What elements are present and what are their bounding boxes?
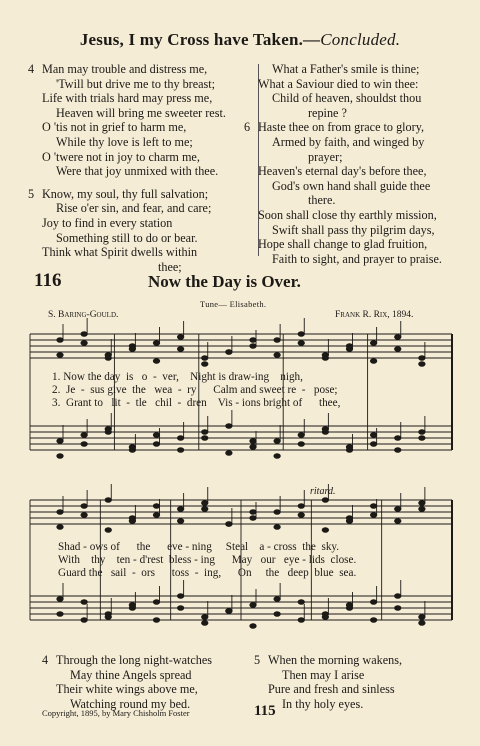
bass-note xyxy=(81,433,87,438)
bass-note xyxy=(419,430,425,435)
verse-line: prayer; xyxy=(308,149,343,164)
treble-note xyxy=(274,525,280,530)
verse-line: Rise o'er sin, and fear, and care; xyxy=(56,201,212,216)
bass-note xyxy=(370,442,376,447)
verse-line: Swift shall pass thy pilgrim days, xyxy=(272,222,435,237)
verse-line: What a Father's smile is thine; xyxy=(272,62,420,76)
bass-note xyxy=(81,442,87,447)
treble-note xyxy=(370,513,376,518)
treble-note xyxy=(322,356,328,361)
bass-note xyxy=(346,603,352,608)
bass-note xyxy=(57,597,63,602)
verse-line: God's own hand shall guide thee xyxy=(272,178,431,193)
treble-note xyxy=(250,344,256,349)
treble-note xyxy=(395,335,401,340)
bass-note xyxy=(202,621,208,626)
bass-note xyxy=(322,615,328,620)
treble-note xyxy=(346,344,352,349)
verse-line: Heaven's eternal day's before thee, xyxy=(258,164,427,179)
bass-note xyxy=(298,442,304,447)
verse-line: Watching round my bed. xyxy=(70,696,191,711)
treble-note xyxy=(202,356,208,361)
bass-note xyxy=(274,597,280,602)
treble-note xyxy=(419,356,425,361)
treble-note xyxy=(322,528,328,533)
bass-note xyxy=(370,618,376,623)
bass-note xyxy=(81,600,87,605)
bass-note xyxy=(419,436,425,441)
treble-note xyxy=(226,522,232,527)
bass-note xyxy=(202,430,208,435)
verse-line: Joy to find in every station xyxy=(42,215,173,230)
verse-line: Were that joy unmixed with thee. xyxy=(56,164,219,179)
bass-note xyxy=(395,594,401,599)
treble-note xyxy=(81,504,87,509)
bass-note xyxy=(153,442,159,447)
bass-note xyxy=(105,430,111,435)
hymn-number: 116 xyxy=(34,270,62,291)
verse-line: thee; xyxy=(158,259,182,274)
bass-note xyxy=(250,445,256,450)
bass-note xyxy=(226,424,232,429)
bass-note xyxy=(177,436,183,441)
verse-line: 6 Haste thee on from grace to glory, xyxy=(244,120,425,135)
treble-note xyxy=(395,347,401,352)
verse-line: O 'tis not in grief to harm me, xyxy=(42,120,187,135)
later-verses-left xyxy=(42,653,212,711)
bass-note xyxy=(57,612,63,617)
bass-note xyxy=(346,445,352,450)
treble-note xyxy=(153,341,159,346)
bass-note xyxy=(274,454,280,459)
verse-line: Hope shall change to glad fruition, xyxy=(258,237,428,252)
treble-note xyxy=(370,359,376,364)
bass-note xyxy=(298,600,304,605)
treble-note xyxy=(202,362,208,367)
bass-note xyxy=(129,603,135,608)
treble-note xyxy=(370,504,376,509)
bass-note xyxy=(419,615,425,620)
verse-line: Faith to sight, and prayer to praise. xyxy=(272,251,442,266)
bass-note xyxy=(274,612,280,617)
treble-note xyxy=(81,341,87,346)
treble-note xyxy=(346,516,352,521)
verse-line: Their white wings above me, xyxy=(56,682,198,697)
bass-note xyxy=(250,624,256,629)
treble-note xyxy=(177,507,183,512)
lyric-verse-2: 2. Je - sus give the wea - ry Calm and sweet re - pose; xyxy=(52,384,338,396)
tempo-mark: ritard. xyxy=(310,486,336,497)
treble-note xyxy=(419,501,425,506)
bass-note xyxy=(395,436,401,441)
bass-note xyxy=(177,448,183,453)
verse-line: 5 When the morning wakens, xyxy=(254,653,403,667)
bass-note xyxy=(202,615,208,620)
bass-note xyxy=(177,594,183,599)
treble-note xyxy=(298,341,304,346)
verse-line: Soon shall close thy earthly mission, xyxy=(258,207,437,222)
bass-note xyxy=(226,609,232,614)
lyric-verse-2: With thy ten - d'rest bless - ing May our eye - lids close. xyxy=(58,554,357,566)
bass-note xyxy=(419,621,425,626)
treble-note xyxy=(419,507,425,512)
composer-credit: Frank R. Rix, 1894. xyxy=(335,310,414,320)
treble-note xyxy=(274,510,280,515)
treble-note xyxy=(105,356,111,361)
bass-note xyxy=(153,600,159,605)
treble-note xyxy=(57,510,63,515)
treble-note xyxy=(250,516,256,521)
bass-note xyxy=(153,618,159,623)
treble-note xyxy=(129,344,135,349)
verse-line: In thy holy eyes. xyxy=(282,696,364,711)
tune-name: Tune— Elisabeth. xyxy=(200,299,267,309)
treble-note xyxy=(274,353,280,358)
verse-line: O 'twere not in joy to charm me, xyxy=(42,149,200,164)
lyric-verse-1: 1. Now the day is o - ver, Night is draw-ing nigh, xyxy=(52,371,303,383)
bass-note xyxy=(226,451,232,456)
bass-note xyxy=(250,603,256,608)
treble-note xyxy=(153,504,159,509)
treble-note xyxy=(250,510,256,515)
treble-note xyxy=(177,347,183,352)
treble-note xyxy=(129,516,135,521)
treble-note xyxy=(202,501,208,506)
verse-line: May thine Angels spread xyxy=(70,667,192,682)
verse-line: Pure and fresh and sinless xyxy=(268,682,395,697)
bass-note xyxy=(57,439,63,444)
bass-note xyxy=(395,448,401,453)
verse-line: Think what Spirit dwells within xyxy=(42,245,198,260)
bass-note xyxy=(274,439,280,444)
bass-note xyxy=(298,433,304,438)
treble-note xyxy=(105,498,111,503)
bass-note xyxy=(129,445,135,450)
treble-note xyxy=(298,513,304,518)
title-suffix: Concluded. xyxy=(320,30,401,49)
bass-note xyxy=(298,618,304,623)
bass-note xyxy=(57,454,63,459)
verse-line: Heaven will bring me sweeter rest. xyxy=(56,105,226,120)
treble-note xyxy=(322,498,328,503)
bass-note xyxy=(202,436,208,441)
bass-note xyxy=(250,439,256,444)
verse-line: What a Saviour died to win thee: xyxy=(258,76,419,91)
verse-line: Armed by faith, and winged by xyxy=(272,134,425,149)
treble-note xyxy=(57,525,63,530)
bass-note xyxy=(81,618,87,623)
title-main: Jesus, I my Cross have Taken.— xyxy=(79,30,321,49)
author-credit: S. Baring-Gould. xyxy=(48,310,119,320)
treble-note xyxy=(226,350,232,355)
later-verses-right xyxy=(254,653,402,711)
treble-note xyxy=(153,513,159,518)
treble-note xyxy=(274,338,280,343)
lyric-verse-1: Shad - ows of the eve - ning Steal a - cross the sky. xyxy=(58,541,340,553)
verse-line: 4 Man may trouble and distress me, xyxy=(28,62,208,76)
bass-note xyxy=(105,615,111,620)
verse-line: Child of heaven, shouldst thou xyxy=(272,91,422,106)
treble-note xyxy=(81,332,87,337)
bass-note xyxy=(370,600,376,605)
verse-line: repine ? xyxy=(308,105,347,120)
treble-note xyxy=(250,338,256,343)
treble-note xyxy=(298,332,304,337)
verse-line: 'Twill but drive me to thy breast; xyxy=(56,76,216,91)
bass-note xyxy=(395,606,401,611)
treble-note xyxy=(177,519,183,524)
verse-line: Life with trials hard may press me, xyxy=(42,91,213,106)
treble-note xyxy=(81,513,87,518)
verse-line: While thy love is left to me; xyxy=(56,134,193,149)
treble-note xyxy=(395,519,401,524)
treble-note xyxy=(298,504,304,509)
bass-note xyxy=(322,430,328,435)
treble-note xyxy=(57,353,63,358)
bass-note xyxy=(153,433,159,438)
page-number: 115 xyxy=(254,703,276,719)
verse-line: there. xyxy=(308,193,336,208)
hymn-title: Now the Day is Over. xyxy=(148,272,301,291)
treble-note xyxy=(57,338,63,343)
verse-line: 5 Know, my soul, thy full salvation; xyxy=(28,186,209,201)
verse-line: 4 Through the long night-watches xyxy=(42,653,213,667)
treble-note xyxy=(370,341,376,346)
bass-note xyxy=(370,433,376,438)
verse-line: Something still to do or bear. xyxy=(56,230,198,245)
treble-note xyxy=(419,362,425,367)
copyright-notice: Copyright, 1895, by Mary Chisholm Foster xyxy=(42,708,190,718)
treble-note xyxy=(105,528,111,533)
treble-note xyxy=(395,507,401,512)
bass-note xyxy=(177,606,183,611)
treble-note xyxy=(177,335,183,340)
lyric-verse-3: Guard the sail - ors toss - ing, On the deep blue sea. xyxy=(58,567,357,579)
lyric-verse-3: 3. Grant to lit - tle chil - dren Vis - ions bright of thee, xyxy=(52,397,341,409)
treble-note xyxy=(202,507,208,512)
treble-note xyxy=(153,359,159,364)
verse-line: Then may I arise xyxy=(282,667,365,682)
